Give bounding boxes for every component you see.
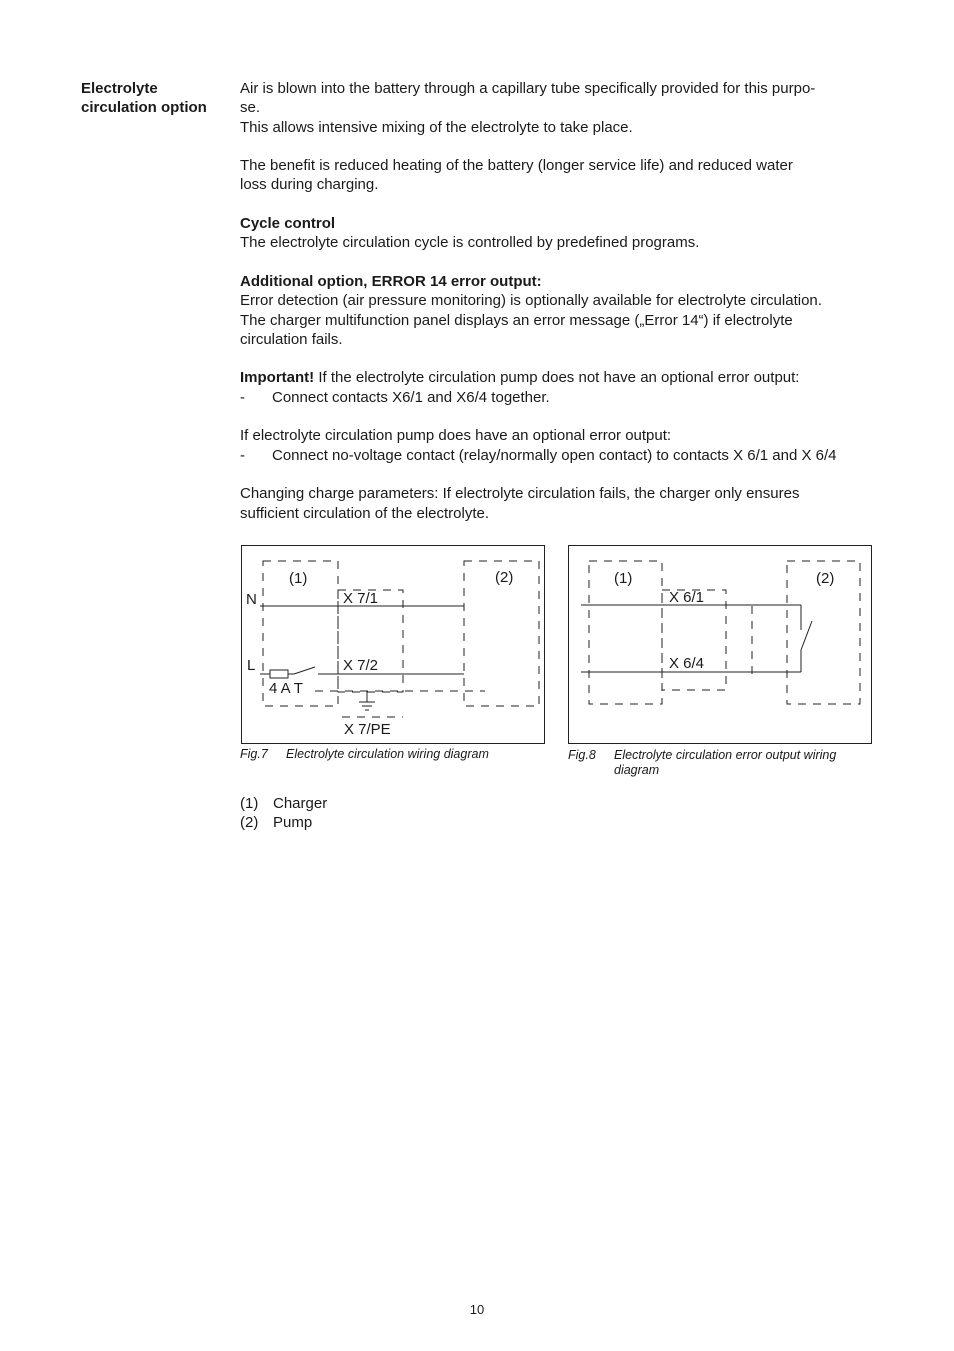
- legend-item-number: (1): [240, 795, 259, 812]
- intro-paragraph: [240, 79, 880, 137]
- fig7-fuse: [270, 670, 288, 678]
- charging-paragraph: [240, 484, 880, 523]
- fig7-switch: [294, 667, 315, 674]
- intro-line1: Air is blown into the battery through a capillary tube specifically provided for this purpo-: [240, 80, 816, 97]
- fig7-label-pump: (2): [495, 569, 514, 586]
- fig8-relay-contact: [801, 621, 812, 650]
- error-option-line3: circulation fails.: [240, 330, 343, 348]
- fig7-svg: [242, 546, 546, 745]
- benefit-line2: loss during charging.: [240, 176, 379, 194]
- fig8-label-pump: (2): [816, 570, 835, 587]
- with-output-list-item: [240, 446, 880, 465]
- important-line: [240, 368, 880, 387]
- fig7-label-l: L: [247, 657, 256, 674]
- fig8-svg: [569, 546, 873, 745]
- important-list-item: [240, 388, 880, 407]
- fig8-label-x64: X 6/4: [669, 655, 705, 672]
- error-option-line1: Error detection (air pressure monitoring) is optionally available for electrolyte circulation.: [240, 292, 822, 310]
- with-output-item-text: Connect no-voltage contact (relay/normally open contact) to contacts X 6/1 and X 6/4: [272, 446, 837, 464]
- intro-line3: This allows intensive mixing of the electrolyte to take place.: [240, 118, 633, 136]
- fig8-label-x61: X 6/1: [669, 589, 705, 606]
- fig7-label-fuse: 4 A T: [269, 680, 303, 697]
- with-output-text: If electrolyte circulation pump does have an optional error output:: [240, 427, 672, 445]
- important-item-text: Connect contacts X6/1 and X6/4 together.: [272, 388, 550, 406]
- intro-line2: se.: [240, 99, 261, 117]
- fig7-diagram: [241, 545, 545, 744]
- with-output-paragraph: [240, 426, 880, 465]
- fig7-label-x72: X 7/2: [343, 657, 379, 674]
- legend-item-number: (2): [240, 814, 259, 832]
- cycle-control-paragraph: [240, 214, 880, 253]
- list-dash: -: [240, 446, 245, 464]
- important-label: Important!: [240, 369, 315, 387]
- section-heading-line1: Electrolyte: [81, 80, 158, 97]
- legend-item: [240, 794, 327, 813]
- fig7-label-n: N: [246, 591, 257, 608]
- section-heading: [81, 79, 231, 118]
- fig8-label-charger: (1): [614, 570, 633, 587]
- fig7-label-x7pe: X 7/PE: [344, 721, 391, 738]
- important-paragraph: [240, 368, 880, 407]
- cycle-control-text: The electrolyte circulation cycle is controlled by predefined programs.: [240, 234, 700, 252]
- list-dash: -: [240, 388, 245, 406]
- legend-item-label: Charger: [273, 795, 328, 812]
- fig8-caption-text: Electrolyte circulation error output wiring diagram: [614, 748, 837, 777]
- figure-legend: [240, 794, 327, 833]
- legend-item: [240, 813, 327, 832]
- error-option-paragraph: [240, 272, 880, 349]
- fig7-caption: [240, 747, 540, 779]
- error-option-line2: The charger multifunction panel displays an error message („Error 14“) if electrolyte: [240, 311, 793, 329]
- charging-line2: sufficient circulation of the electrolyte.: [240, 504, 490, 522]
- benefit-paragraph: [240, 156, 880, 195]
- fig7-caption-text: Electrolyte circulation wiring diagram: [286, 747, 489, 761]
- fig7-label-charger: (1): [289, 570, 308, 587]
- legend-item-label: Pump: [273, 814, 313, 832]
- fig8-caption-number: Fig.8: [568, 748, 596, 762]
- fig8-diagram: [568, 545, 872, 744]
- body-text: [240, 79, 880, 523]
- section-heading-line2: circulation option: [81, 99, 207, 117]
- fig7-label-x71: X 7/1: [343, 590, 379, 607]
- page-number: 10: [469, 1302, 485, 1317]
- error-option-heading: Additional option, ERROR 14 error output:: [240, 272, 542, 290]
- benefit-line1: The benefit is reduced heating of the battery (longer service life) and reduced water: [240, 157, 793, 175]
- fig8-caption: [568, 748, 868, 780]
- charging-line1: Changing charge parameters: If electrolyte circulation fails, the charger only ensures: [240, 485, 800, 503]
- cycle-control-heading: Cycle control: [240, 215, 336, 233]
- important-text: If the electrolyte circulation pump does not have an optional error output:: [314, 369, 800, 387]
- fig7-caption-number: Fig.7: [240, 747, 268, 761]
